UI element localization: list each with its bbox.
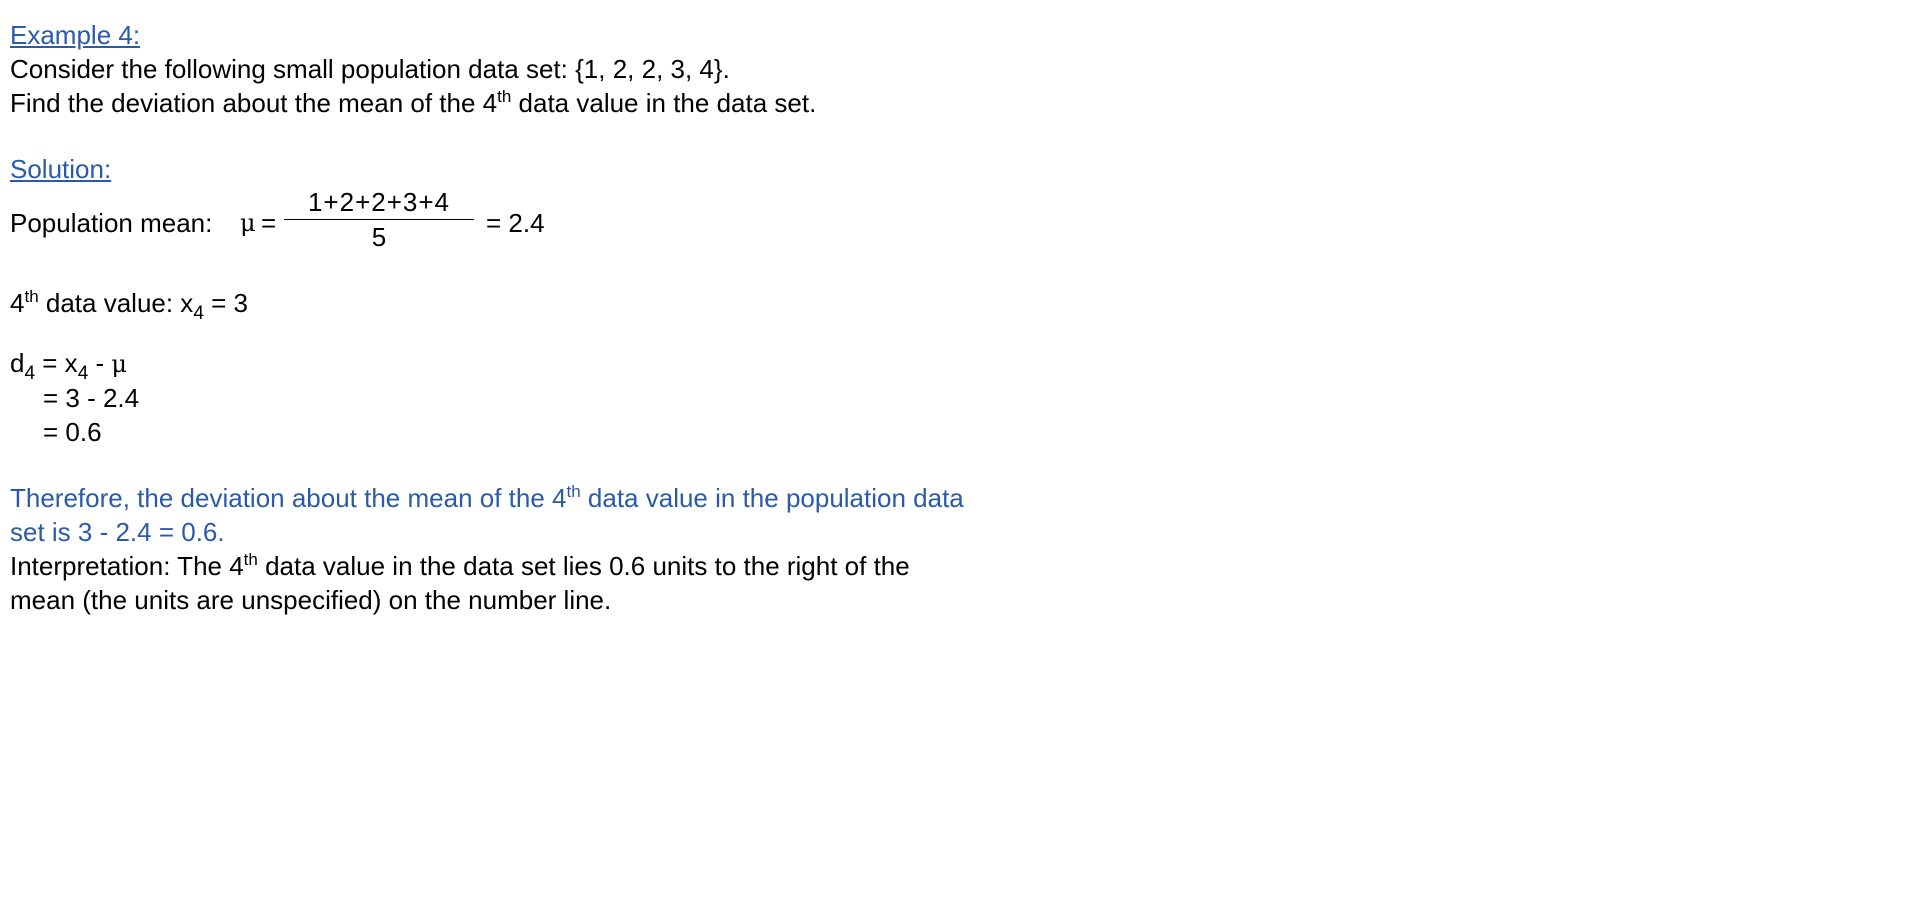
problem-line-1: Consider the following small population data set: {1, 2, 2, 3, 4}. (10, 54, 730, 84)
deviation-d-sub: 4 (24, 363, 36, 384)
data-value-sup: th (24, 287, 39, 306)
deviation-d: d (10, 348, 25, 378)
population-mean-label: Population mean: (10, 208, 213, 238)
mean-fraction (284, 186, 474, 254)
conclusion-line-2: set is 3 - 2.4 = 0.6. (10, 517, 225, 547)
problem-line-2-sup: th (497, 87, 512, 106)
deviation-mu: μ (111, 350, 127, 378)
conclusion-sup: th (566, 482, 581, 501)
deviation-line-1 (10, 346, 1890, 384)
solution-heading: Solution: (10, 154, 112, 184)
interpretation-sup: th (243, 550, 258, 569)
spacer (10, 449, 1890, 481)
spacer (10, 320, 1890, 346)
deviation-x-sub: 4 (77, 363, 89, 384)
data-value-post: = 3 (203, 288, 248, 318)
deviation-minus: - (88, 348, 112, 378)
deviation-mid: = x (35, 348, 78, 378)
data-value-sub: 4 (193, 303, 204, 324)
problem-line-2 (10, 86, 1890, 120)
interpretation-line-1 (10, 549, 1890, 583)
interpretation-line-2: mean (the units are unspecified) on the number line. (10, 585, 612, 615)
fraction-denominator: 5 (371, 222, 387, 252)
mean-result: = 2.4 (486, 208, 545, 238)
data-value-label: data value: x (38, 288, 194, 318)
conclusion-line-1 (10, 481, 1890, 515)
document-page (10, 18, 1890, 617)
conclusion-post: data value in the population data (580, 483, 964, 513)
conclusion-pre: Therefore, the deviation about the mean of the 4 (10, 483, 567, 513)
mean-equals-sign: = (261, 208, 277, 238)
interpretation-pre: Interpretation: The 4 (10, 551, 244, 581)
population-mean-equation (10, 186, 1890, 260)
example-heading: Example 4: (10, 20, 141, 50)
data-value-pre: 4 (10, 288, 25, 318)
fraction-numerator: 1+2+2+3+4 (307, 187, 451, 217)
deviation-line-2: = 3 - 2.4 (43, 383, 140, 413)
data-value-line (10, 286, 1890, 324)
mu-symbol: μ (240, 209, 256, 237)
interpretation-post: data value in the data set lies 0.6 units to the right of the (257, 551, 910, 581)
spacer (10, 120, 1890, 152)
problem-line-2-pre: Find the deviation about the mean of the 4 (10, 88, 498, 118)
problem-line-2-post: data value in the data set. (511, 88, 817, 118)
deviation-line-3: = 0.6 (43, 417, 102, 447)
spacer (10, 260, 1890, 286)
